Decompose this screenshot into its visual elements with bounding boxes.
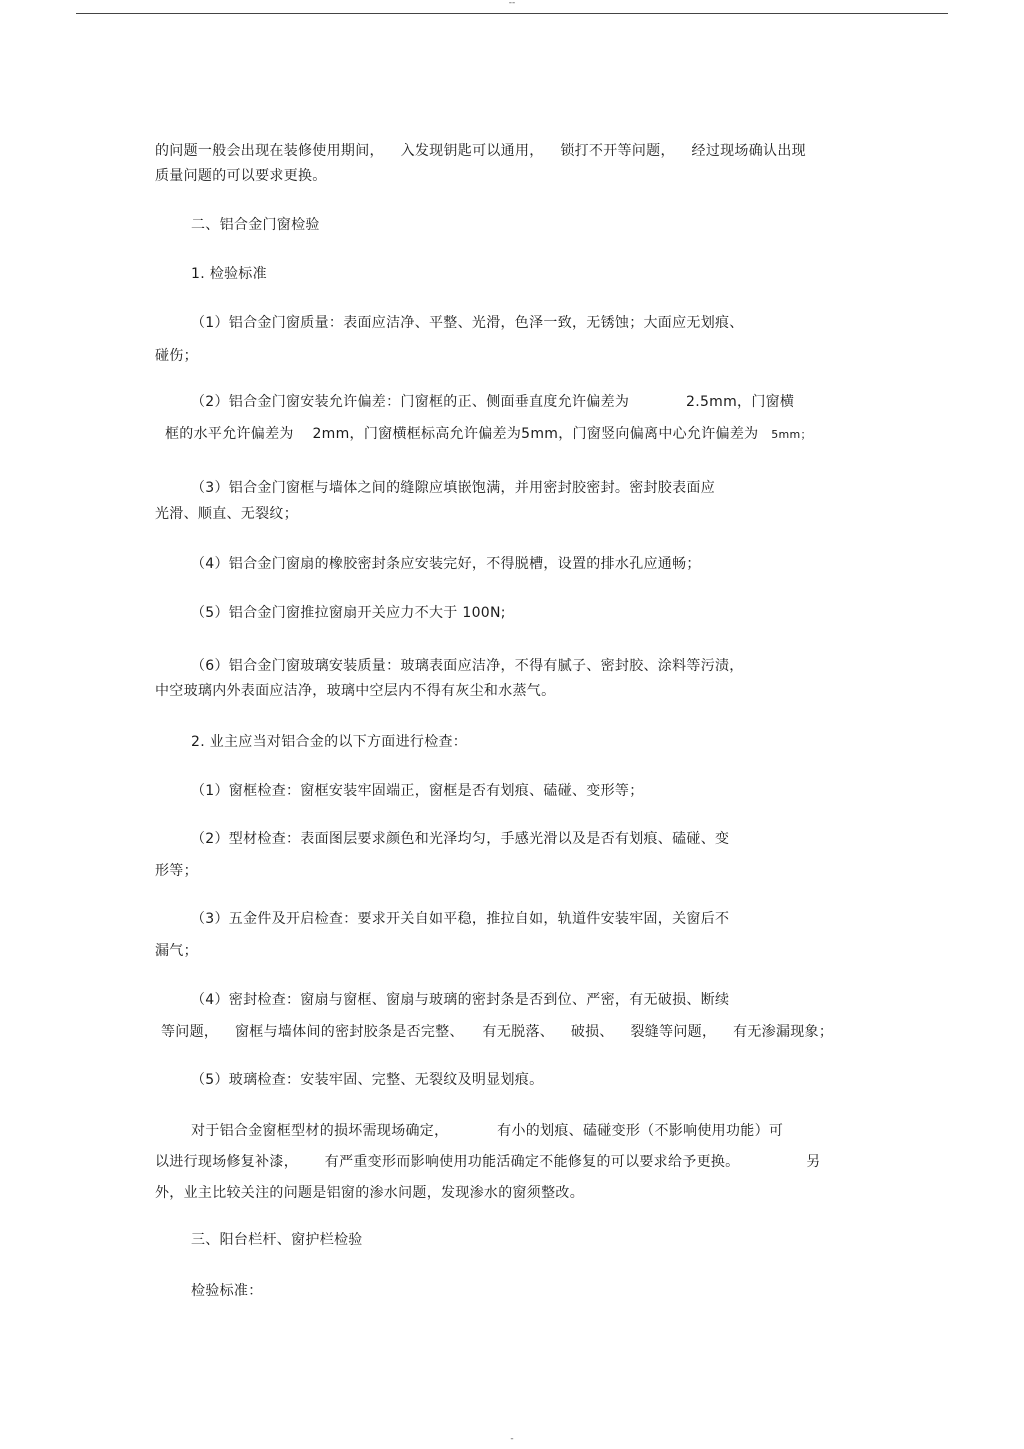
text-line xyxy=(161,1023,833,1041)
text-line xyxy=(191,1122,783,1140)
text-segment: 裂缝等问题， xyxy=(630,1024,717,1040)
text-line: （5）铝合金门窗推拉窗扇开关应力不大于 100N; xyxy=(191,605,506,621)
section-heading: 二、铝合金门窗检验 xyxy=(191,217,320,233)
header-mark: -- xyxy=(508,0,516,8)
text-line: （3）铝合金门窗框与墙体之间的缝隙应填嵌饱满，并用密封胶密封。密封胶表面应 xyxy=(191,480,716,496)
subsection-heading: 检验标准： xyxy=(191,1283,263,1299)
text-segment: 入发现钥匙可以通用， xyxy=(400,143,544,159)
text-segment: 有严重变形而影响使用功能活确定不能修复的可以要求给予更换。 xyxy=(324,1154,740,1170)
header-rule xyxy=(76,13,948,14)
text-line: （2）型材检查：表面图层要求颜色和光泽均匀，手感光滑以及是否有划痕、磕碰、变 xyxy=(191,831,730,847)
text-line: （3）五金件及开启检查：要求开关自如平稳，推拉自如，轨道件安装牢固，关窗后不 xyxy=(191,911,730,927)
text-segment: 2.5mm，门窗横 xyxy=(685,394,795,410)
subsection-heading: 1. 检验标准 xyxy=(191,266,267,282)
text-segment: 等问题， xyxy=(161,1024,219,1040)
text-line: （5）玻璃检查：安装牢固、完整、无裂纹及明显划痕。 xyxy=(191,1072,544,1088)
text-line: 外，业主比较关注的问题是铝窗的渗水问题，发现渗水的窗须整改。 xyxy=(155,1185,584,1201)
text-line xyxy=(165,425,812,444)
footer-mark: - xyxy=(510,1434,514,1444)
text-line: 碰伤； xyxy=(155,348,198,364)
text-segment: 框的水平允许偏差为 xyxy=(165,426,294,442)
subsection-heading: 2. 业主应当对铝合金的以下方面进行检查： xyxy=(191,734,468,750)
text-segment: 经过现场确认出现 xyxy=(691,143,806,159)
text-segment: 有无渗漏现象； xyxy=(733,1024,834,1040)
text-line: （4）密封检查：窗扇与窗框、窗扇与玻璃的密封条是否到位、严密，有无破损、断续 xyxy=(191,992,730,1008)
text-segment: （2）铝合金门窗安装允许偏差：门窗框的正、侧面垂直度允许偏差为 xyxy=(191,394,630,410)
text-segment: 以进行现场修复补漆， xyxy=(155,1154,298,1170)
text-segment: 锁打不开等问题， xyxy=(560,143,675,159)
text-segment: 有无脱落、 xyxy=(482,1024,555,1040)
text-segment: 2mm，门窗横框标高允许偏差为5mm，门窗竖向偏离中心允许偏差为 xyxy=(312,426,759,442)
section-heading: 三、阳台栏杆、窗护栏检验 xyxy=(191,1232,363,1248)
text-line: （1）窗框检查：窗框安装牢固端正，窗框是否有划痕、磕碰、变形等； xyxy=(191,783,644,799)
text-segment: 对于铝合金窗框型材的损坏需现场确定， xyxy=(191,1123,449,1139)
text-segment: 另 xyxy=(806,1154,821,1170)
text-line xyxy=(191,393,794,411)
text-line: （6）铝合金门窗玻璃安装质量：玻璃表面应洁净，不得有腻子、密封胶、涂料等污渍， xyxy=(191,658,744,674)
text-segment: 破损、 xyxy=(570,1024,614,1040)
text-line: （1）铝合金门窗质量：表面应洁净、平整、光滑，色泽一致，无锈蚀；大面应无划痕、 xyxy=(191,315,744,331)
text-line xyxy=(155,1153,821,1171)
text-line: （4）铝合金门窗扇的橡胶密封条应安装完好，不得脱槽，设置的排水孔应通畅； xyxy=(191,556,701,572)
text-segment: 窗框与墙体间的密封胶条是否完整、 xyxy=(234,1024,464,1040)
text-line: 中空玻璃内外表面应洁净，玻璃中空层内不得有灰尘和水蒸气。 xyxy=(155,683,556,699)
text-line: 光滑、顺直、无裂纹； xyxy=(155,506,298,522)
text-segment: 5mm； xyxy=(771,428,812,441)
text-segment: 的问题一般会出现在装修使用期间， xyxy=(155,143,384,159)
text-line: 漏气； xyxy=(155,943,198,959)
text-line xyxy=(155,142,806,160)
text-segment: 有小的划痕、磕碰变形（不影响使用功能）可 xyxy=(497,1123,784,1139)
text-line: 质量问题的可以要求更换。 xyxy=(155,168,327,184)
text-line: 形等； xyxy=(155,863,198,879)
